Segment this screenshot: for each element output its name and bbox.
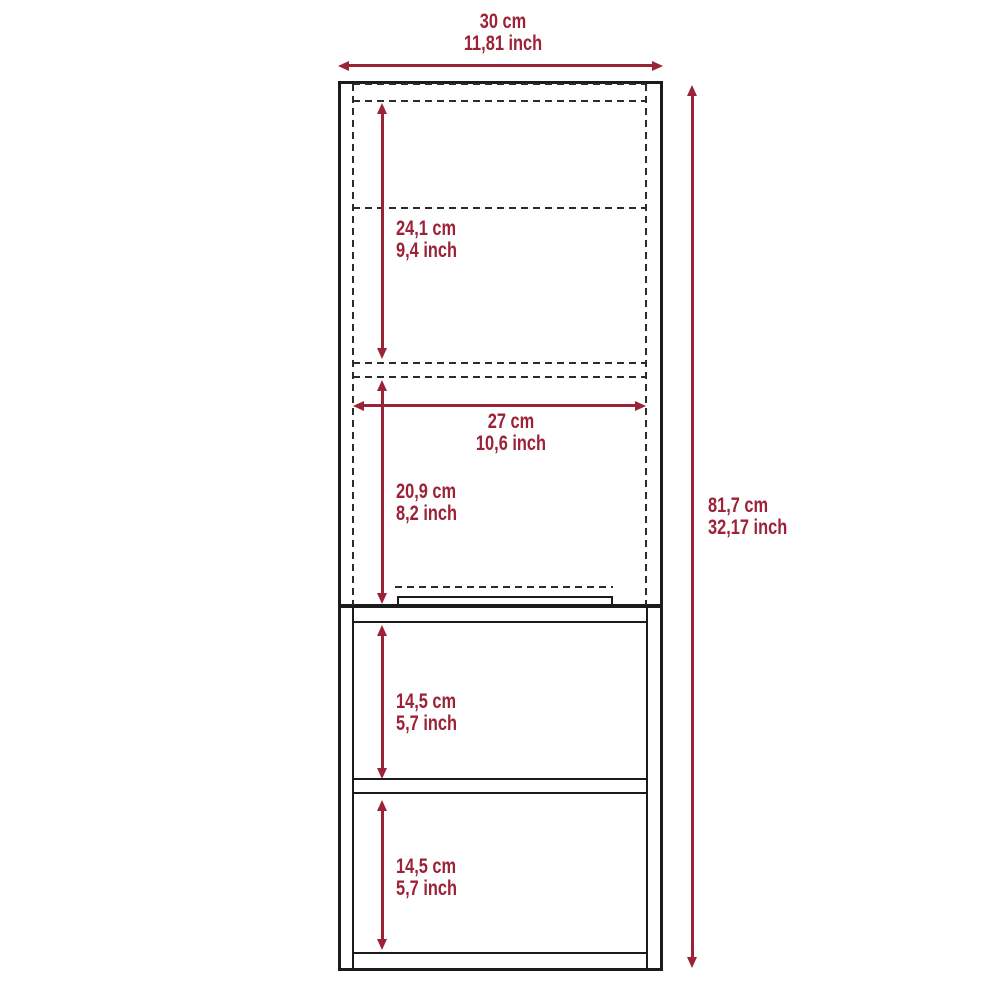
label-overall-width-cm: 30 cm: [479, 10, 527, 33]
label-interior-width-inch: 10,6 inch: [475, 432, 547, 455]
label-upper-interior-cm: 24,1 cm: [396, 217, 457, 240]
dim-overall-width-label: [386, 11, 620, 55]
arrowhead-down-icon: [377, 593, 387, 604]
arrowhead-down-icon: [377, 939, 387, 950]
middle-shelf-line-bottom: [354, 792, 646, 794]
cabinet-top-inner-dashed-line: [353, 100, 646, 102]
middle-shelf-line-top: [354, 778, 646, 780]
label-overall-width-inch: 11,81 inch: [463, 32, 543, 55]
dim-open-shelf-2-line: [381, 809, 384, 941]
lower-unit-left-panel-line: [352, 608, 354, 968]
door-dashed-line-left: [352, 84, 354, 605]
label-overall-height-inch: 32,17 inch: [708, 516, 788, 539]
door-dashed-line-top: [353, 83, 646, 85]
bottom-board-line: [354, 952, 646, 954]
middle-shelf-dashed-line-bottom: [353, 376, 646, 378]
door-bottom-dashed-line: [395, 586, 613, 588]
dim-door-section-label: [396, 481, 457, 525]
arrowhead-down-icon: [377, 348, 387, 359]
dim-door-section-line: [381, 389, 384, 595]
dim-interior-width-line: [362, 404, 637, 407]
label-interior-width-cm: 27 cm: [487, 410, 535, 433]
arrowhead-up-icon: [377, 625, 387, 636]
arrowhead-down-icon: [377, 768, 387, 779]
dim-overall-height-line: [691, 94, 694, 959]
arrowhead-up-icon: [687, 85, 697, 96]
dim-overall-height-label: [708, 495, 787, 539]
arrowhead-right-icon: [635, 401, 646, 411]
middle-shelf-dashed-line-top: [353, 362, 646, 364]
dim-open-shelf-2-label: [396, 856, 457, 900]
label-open-shelf-2-inch: 5,7 inch: [396, 877, 457, 900]
label-open-shelf-1-inch: 5,7 inch: [396, 712, 457, 735]
dim-overall-width-line: [347, 64, 654, 67]
lower-shelf-unit-outline: [338, 605, 663, 971]
dim-interior-width-label: [394, 411, 628, 455]
door-dashed-line-right: [645, 84, 647, 605]
arrowhead-left-icon: [353, 401, 364, 411]
arrowhead-right-icon: [652, 61, 663, 71]
arrowhead-up-icon: [377, 103, 387, 114]
label-open-shelf-1-cm: 14,5 cm: [396, 690, 457, 713]
arrowhead-left-icon: [338, 61, 349, 71]
lower-unit-right-panel-line: [646, 608, 648, 968]
dim-open-shelf-1-label: [396, 691, 457, 735]
label-door-section-inch: 8,2 inch: [396, 502, 457, 525]
upper-cabinet-outline: [338, 81, 663, 607]
arrowhead-up-icon: [377, 380, 387, 391]
label-open-shelf-2-cm: 14,5 cm: [396, 855, 457, 878]
label-upper-interior-inch: 9,4 inch: [396, 239, 457, 262]
dim-open-shelf-1-line: [381, 634, 384, 770]
dim-upper-interior-line: [381, 112, 384, 350]
lower-unit-top-board-line: [354, 621, 646, 623]
arrowhead-up-icon: [377, 800, 387, 811]
arrowhead-down-icon: [687, 957, 697, 968]
dim-upper-interior-label: [396, 218, 457, 262]
upper-shelf-dashed-line: [353, 207, 646, 209]
label-door-section-cm: 20,9 cm: [396, 480, 457, 503]
label-overall-height-cm: 81,7 cm: [708, 494, 769, 517]
